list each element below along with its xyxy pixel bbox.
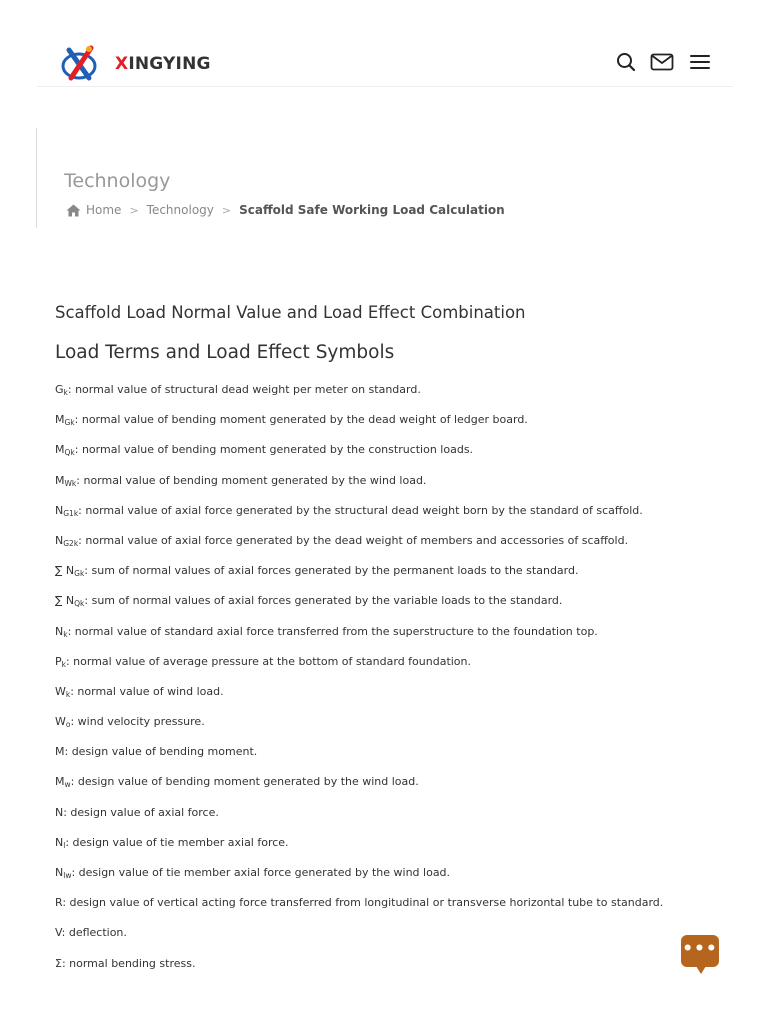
list-item [55, 743, 715, 773]
list-item [55, 713, 715, 743]
term-subscript: k [63, 629, 68, 639]
term-symbol: ∑ N [55, 564, 75, 578]
list-item [55, 411, 715, 441]
term-subscript: lw [63, 871, 72, 880]
terms-list [55, 381, 715, 985]
list-item [55, 834, 715, 864]
term-definition: : normal value of bending moment generated by the construction loads. [74, 443, 474, 457]
term-definition: : sum of normal values of axial forces generated by the permanent loads to the standard. [84, 564, 579, 578]
chat-button[interactable] [681, 935, 719, 967]
search-icon[interactable] [615, 51, 637, 73]
breadcrumb [66, 203, 505, 217]
term-symbol: P [55, 654, 62, 668]
breadcrumb-current: Scaffold Safe Working Load Calculation [239, 203, 505, 217]
list-item [55, 804, 715, 834]
term-definition: : normal value of bending moment generated by the wind load. [76, 473, 427, 487]
term-symbol: W [55, 684, 66, 698]
term-symbol: ∑ N [55, 594, 75, 608]
term-symbol: M [55, 413, 65, 427]
term-definition: : design value of tie member axial force generated by the wind load. [71, 866, 451, 879]
term-definition: : normal bending stress. [61, 956, 196, 970]
term-subscript: w [64, 780, 71, 790]
list-item [55, 502, 715, 532]
list-item [55, 441, 715, 471]
section-heading: Scaffold Load Normal Value and Load Effect Combination [55, 303, 526, 322]
term-symbol: M [55, 745, 65, 759]
subsection-heading: Load Terms and Load Effect Symbols [55, 342, 395, 363]
term-subscript: Wk [64, 478, 77, 488]
term-definition: : normal value of wind load. [70, 684, 224, 698]
list-item [55, 562, 715, 592]
list-item [55, 532, 715, 562]
term-definition: : design value of vertical acting force transferred from longitudinal or transverse horizontal tube to standard. [62, 896, 664, 910]
term-definition: : wind velocity pressure. [70, 715, 205, 729]
term-symbol: M [55, 473, 65, 487]
list-item [55, 653, 715, 683]
list-item [55, 955, 715, 985]
term-definition: : normal value of axial force generated by the structural dead weight born by the standard of scaffold. [78, 503, 643, 517]
term-symbol: N [55, 835, 64, 849]
list-item [55, 472, 715, 502]
list-item [55, 683, 715, 713]
breadcrumb-technology[interactable]: Technology [146, 203, 214, 217]
term-symbol: V [55, 926, 62, 940]
site-header [37, 0, 733, 87]
term-symbol: N [55, 533, 64, 547]
term-symbol: W [55, 715, 66, 729]
term-definition: : sum of normal values of axial forces generated by the variable loads to the standard. [84, 594, 563, 608]
term-subscript: Qk [64, 448, 75, 458]
term-definition: : normal value of structural dead weight per meter on standard. [67, 383, 421, 396]
term-symbol: Σ [55, 956, 62, 970]
list-item [55, 623, 715, 653]
term-definition: : deflection. [61, 926, 127, 940]
term-definition: : normal value of axial force generated by the dead weight of members and accessories of scaffold. [78, 533, 629, 547]
term-symbol: M [55, 443, 65, 457]
page-title: Technology [64, 170, 171, 192]
term-symbol: N [55, 805, 64, 819]
term-subscript: l [63, 840, 66, 850]
list-item [55, 592, 715, 622]
term-symbol: G [55, 383, 64, 396]
brand-name[interactable]: XINGYING [115, 54, 211, 74]
term-symbol: R [55, 896, 63, 910]
term-symbol: N [55, 503, 64, 517]
term-subscript: Qk [74, 599, 85, 609]
list-item [55, 924, 715, 954]
more-icon: ••• [682, 939, 718, 959]
breadcrumb-home[interactable]: Home [86, 203, 122, 217]
term-subscript: o [65, 720, 71, 730]
term-definition: : normal value of standard axial force transferred from the superstructure to the foundation top. [67, 624, 598, 638]
list-item [55, 773, 715, 803]
term-subscript: G2k [63, 538, 79, 548]
home-icon[interactable] [66, 204, 81, 217]
term-symbol: M [55, 775, 65, 789]
menu-icon[interactable] [689, 51, 711, 73]
term-definition: : design value of bending moment generated by the wind load. [70, 775, 419, 789]
term-symbol: N [55, 624, 64, 638]
term-subscript: k [63, 388, 68, 397]
term-subscript: Gk [74, 569, 85, 579]
term-subscript: G1k [63, 508, 79, 518]
term-subscript: Gk [64, 418, 75, 428]
list-item [55, 381, 715, 411]
term-definition: : design value of tie member axial force. [65, 835, 289, 849]
term-subscript: k [61, 659, 66, 669]
divider [36, 128, 37, 228]
term-definition: : normal value of average pressure at the bottom of standard foundation. [65, 654, 472, 668]
chevron-right-icon: > [221, 203, 232, 217]
logo-icon[interactable] [59, 42, 103, 82]
term-symbol: N [55, 866, 64, 879]
term-definition: : design value of bending moment. [64, 745, 258, 759]
list-item [55, 864, 715, 894]
mail-icon[interactable] [650, 51, 674, 73]
term-definition: : normal value of bending moment generated by the dead weight of ledger board. [74, 413, 528, 427]
chevron-right-icon: > [129, 203, 139, 217]
term-subscript: k [65, 689, 71, 699]
list-item [55, 894, 715, 924]
term-definition: : design value of axial force. [63, 805, 219, 819]
